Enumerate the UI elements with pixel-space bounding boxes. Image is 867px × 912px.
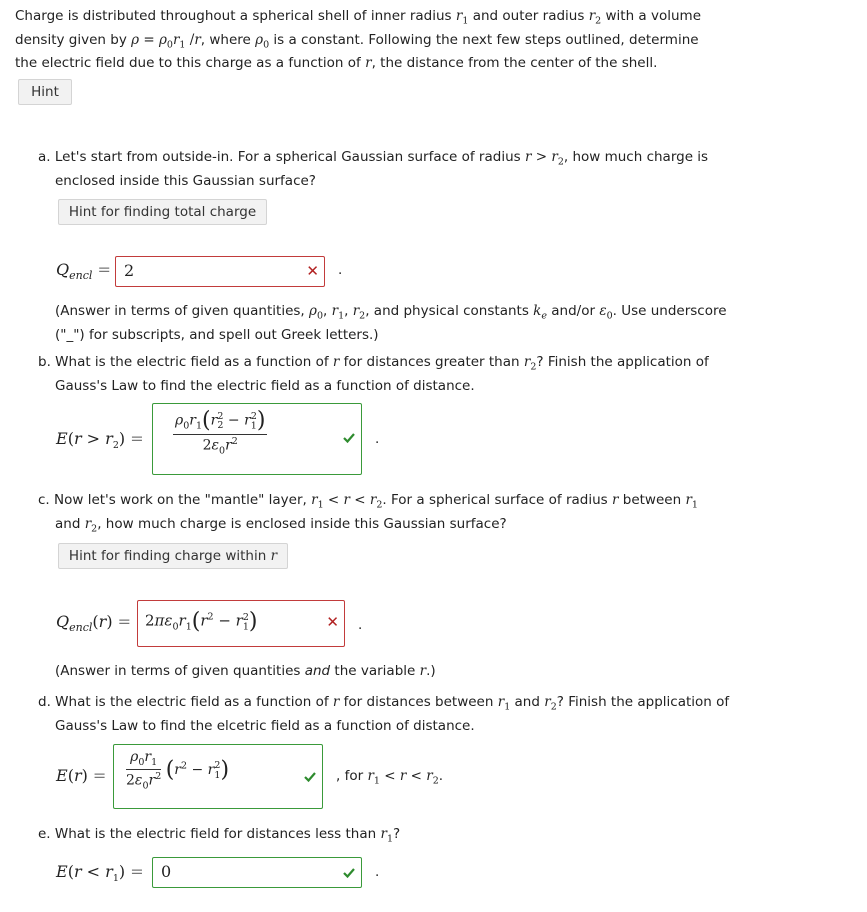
x-mark-icon: ✕ <box>326 613 339 631</box>
period: . <box>375 431 380 447</box>
hint-charge-within-button[interactable]: Hint for finding charge within r <box>58 543 288 569</box>
e-mantle-label: E(r) = <box>56 766 107 785</box>
q-encl-r-answer-value: $2\pi\varepsilon_0r_1(r^2 - r_1^2)$ <box>145 609 258 634</box>
e-mantle-answer-input[interactable] <box>113 744 323 809</box>
q-encl-r-label: $Q_{encl}(r)$ = <box>56 612 132 635</box>
x-mark-icon: ✕ <box>306 262 319 280</box>
q-encl-r-answer-input[interactable] <box>137 600 345 647</box>
part-b-question: b. What is the electric field as a function of r for distances greater than $r_2$? Finish the application of Gauss's Law to find the electric field as a function of distance. <box>38 354 709 394</box>
period: . <box>375 864 380 880</box>
e-inner-label: $E(r < r_1)$ = <box>56 862 144 885</box>
e-outer-answer-value: $\frac{\rho_0r_1(r_2^2 - r_1^2)}{2\varepsilon_0r^2}$ <box>175 408 266 457</box>
hint-total-charge-button[interactable]: Hint for finding total charge <box>58 199 267 225</box>
range-suffix: , for $r_1 < r < r_2$. <box>336 768 444 787</box>
part-a-note: (Answer in terms of given quantities, $\rho_0$, $r_1$, $r_2$, and physical constants $k_e$ and/or $\varepsilon_0$. Use underscore ("_") for subscripts, and spell out Greek letters.) <box>55 303 727 343</box>
q-encl-label: $Q_{encl}$ = <box>56 260 111 283</box>
period: . <box>338 262 343 278</box>
q-encl-answer-input[interactable]: 2 ✕ <box>115 256 325 287</box>
hint-button[interactable]: Hint <box>18 79 72 105</box>
part-d-question: d. What is the electric field as a function of r for distances between $r_1$ and $r_2$? Finish the application of Gauss's Law to find the elcetric field as a function of distance. <box>38 694 730 734</box>
part-c-question: c. Now let's work on the "mantle" layer, $r_1 < r < r_2$. For a spherical surface of radius r between $r_1$ and $r_2$, how much charge is enclosed inside this Gaussian surface? <box>38 492 698 535</box>
e-outer-answer-input[interactable] <box>152 403 362 475</box>
e-outer-label: $E(r > r_2)$ = <box>56 429 144 452</box>
part-c-note: (Answer in terms of given quantities and the variable r.) <box>55 663 436 679</box>
check-mark-icon <box>342 866 356 880</box>
part-e-question: e. What is the electric field for distances less than $r_1$? <box>38 826 401 845</box>
problem-statement: Charge is distributed throughout a spherical shell of inner radius $r_1$ and outer radius $r_2$ with a volume density given by $\rho = \rho_0r_1$ /r, where $\rho_0$ is a constant. Following the next few steps outlined, determine the electric field due to this charge as a function of r, the distance from the center of the shell. <box>15 8 702 72</box>
e-mantle-answer-value: $\frac{\rho_0r_1}{2\varepsilon_0r^2}$ $(r^2 - r_1^2)$ <box>126 749 230 792</box>
check-mark-icon <box>303 770 317 784</box>
check-mark-icon <box>342 431 356 445</box>
part-a-question: a. Let's start from outside-in. For a spherical Gaussian surface of radius $r > r_2$, how much charge is enclosed inside this Gaussian surface? <box>38 149 709 189</box>
e-inner-answer-input[interactable]: 0 <box>152 857 362 888</box>
period: . <box>358 617 363 633</box>
